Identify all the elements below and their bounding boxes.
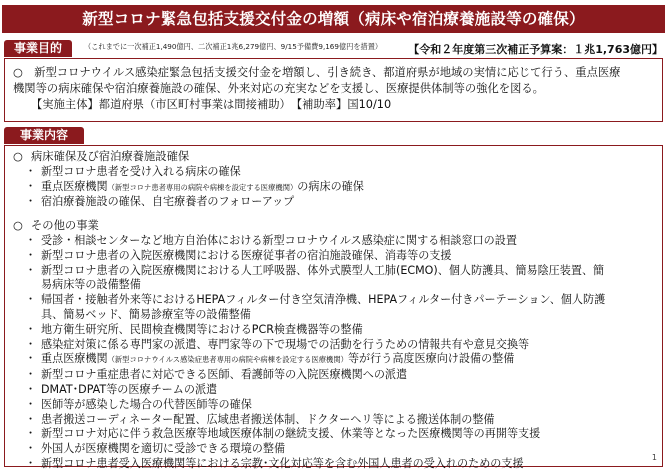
- bullet: ・: [25, 293, 37, 307]
- section2-list: [13, 234, 654, 472]
- list-item: [13, 352, 654, 368]
- list-item-text: 地方衛生研究所、民間検査機関等におけるPCR検査機器等の整備: [41, 322, 363, 336]
- bullet: ・: [25, 164, 37, 178]
- purpose-line-1: ○ 新型コロナウイルス感染症緊急包括支援交付金を増額し、引き続き、都道府県が地域の実情に応じて行う、重点医療: [13, 66, 621, 79]
- list-item: [13, 195, 654, 210]
- list-item-text: 重点医療機関: [41, 352, 108, 366]
- bullet: ・: [25, 179, 37, 193]
- bullet: ・: [25, 337, 37, 351]
- purpose-tab-label: 事業目的: [4, 40, 72, 57]
- list-item-text: DMAT･DPAT等の医療チームの派遣: [41, 382, 218, 396]
- purpose-line-2: 機関等の病床確保や宿泊療養施設の確保、外来対応の充実などを支援し、医療提供体制等の強化を図る。: [13, 82, 544, 95]
- list-item: [13, 457, 654, 472]
- list-item-note: （新型コロナ患者専用の病院や病棟を設定する医療機関）: [107, 182, 298, 192]
- list-item: [13, 383, 654, 398]
- list-item: [13, 264, 654, 279]
- bullet: ・: [25, 352, 37, 366]
- list-item: [13, 249, 654, 264]
- list-item-text: 新型コロナ患者受入医療機関等における宗教･文化対応等を含む外国人患者の受入れのための支援: [41, 456, 524, 470]
- list-item-continuation: 易病床等の設備整備: [41, 278, 141, 292]
- bullet: ・: [25, 442, 37, 456]
- list-item-text: の病床の確保: [297, 179, 364, 193]
- purpose-box: [4, 58, 663, 122]
- list-item-text: 新型コロナ患者を受け入れる病床の確保: [41, 164, 241, 178]
- list-item-continuation: 具、簡易ベッド、簡易診療室等の設備整備: [41, 307, 251, 321]
- bullet: ・: [25, 233, 37, 247]
- budget-note: （これまでに一次補正1,490億円、二次補正1兆6,279億円、9/15予備費9,169億円を措置）: [84, 42, 383, 51]
- list-item: [13, 234, 654, 249]
- list-item-text: 帰国者・接触者外来等におけるHEPAフィルター付き空気清浄機、HEPAフィルター付きパーテーション、個人防護: [41, 293, 606, 307]
- list-item-text: 宿泊療養施設の確保、自宅療養者のフォローアップ: [41, 195, 295, 209]
- list-item: [13, 180, 654, 196]
- list-item: [13, 368, 654, 383]
- list-item: [13, 398, 654, 413]
- list-item-text: 新型コロナ患者の入院医療機関における人工呼吸器、体外式膜型人工肺(ECMO)、個人防護具、簡易陰圧装置、簡: [41, 263, 605, 277]
- page-title: 新型コロナ緊急包括支援交付金の増額（病床や宿泊療養施設等の確保）: [2, 5, 665, 33]
- bullet: ・: [25, 263, 37, 277]
- list-item: [13, 165, 654, 180]
- list-item-text: 重点医療機関: [41, 179, 108, 193]
- section1-list: [13, 165, 654, 210]
- bullet: ・: [25, 195, 37, 209]
- section-heading: [13, 219, 654, 234]
- section-heading-text: その他の事業: [31, 219, 99, 233]
- content-box: [4, 145, 663, 470]
- content-tab-label: 事業内容: [4, 127, 84, 144]
- page-number: 1: [651, 453, 657, 462]
- purpose-line-3: 【実施主体】都道府県（市区町村事業は間接補助） 【補助率】国10/10: [31, 98, 392, 111]
- bullet: ・: [25, 412, 37, 426]
- list-item: [13, 293, 654, 308]
- list-item-text: 外国人が医療機関を適切に受診できる環境の整備: [41, 442, 286, 456]
- bullet: ・: [25, 382, 37, 396]
- section-heading: [13, 150, 654, 165]
- list-item: [13, 442, 654, 457]
- list-item-text: 新型コロナ対応に伴う救急医療等地域医療体制の継続支援、休業等となった医療機関等の再開等支援: [41, 427, 541, 441]
- list-item-text: 新型コロナ重症患者に対応できる医師、看護師等の入院医療機関への派遣: [41, 368, 408, 382]
- list-item-text: 医師等が感染した場合の代替医師等の確保: [41, 397, 252, 411]
- list-item-note: （新型コロナウイルス感染症患者専用の病院や病棟を設定する医療機関）: [107, 355, 348, 365]
- list-item-text: 感染症対策に係る専門家の派遣、専門家等の下で現場での活動を行うための情報共有や意見交換等: [41, 337, 530, 351]
- bullet: ・: [25, 368, 37, 382]
- bullet: ・: [25, 322, 37, 336]
- list-item: [13, 323, 654, 338]
- section-heading-text: 病床確保及び宿泊療養施設確保: [31, 150, 190, 163]
- list-item-text: 新型コロナ患者の入院医療機関における医療従事者の宿泊施設確保、消毒等の支援: [41, 248, 452, 262]
- bullet: ・: [25, 248, 37, 262]
- list-item: [13, 413, 654, 428]
- list-item: [13, 338, 654, 353]
- budget-main: 【令和２年度第三次補正予算案：１兆1,763億円】: [408, 43, 663, 56]
- list-item-text: 等が行う高度医療向け設備の整備: [347, 352, 515, 366]
- bullet: ・: [25, 427, 37, 441]
- bullet: ・: [25, 456, 37, 470]
- list-item-text: 患者搬送コーディネーター配置、広域患者搬送体制、ドクターヘリ等による搬送体制の整備: [41, 412, 495, 426]
- section-marker: ○: [13, 150, 23, 163]
- list-item-text: 受診・相談センターなど地方自治体における新型コロナウイルス感染症に関する相談窓口の設置: [41, 233, 517, 247]
- list-item: [13, 427, 654, 442]
- section-marker: ○: [13, 219, 23, 233]
- bullet: ・: [25, 397, 37, 411]
